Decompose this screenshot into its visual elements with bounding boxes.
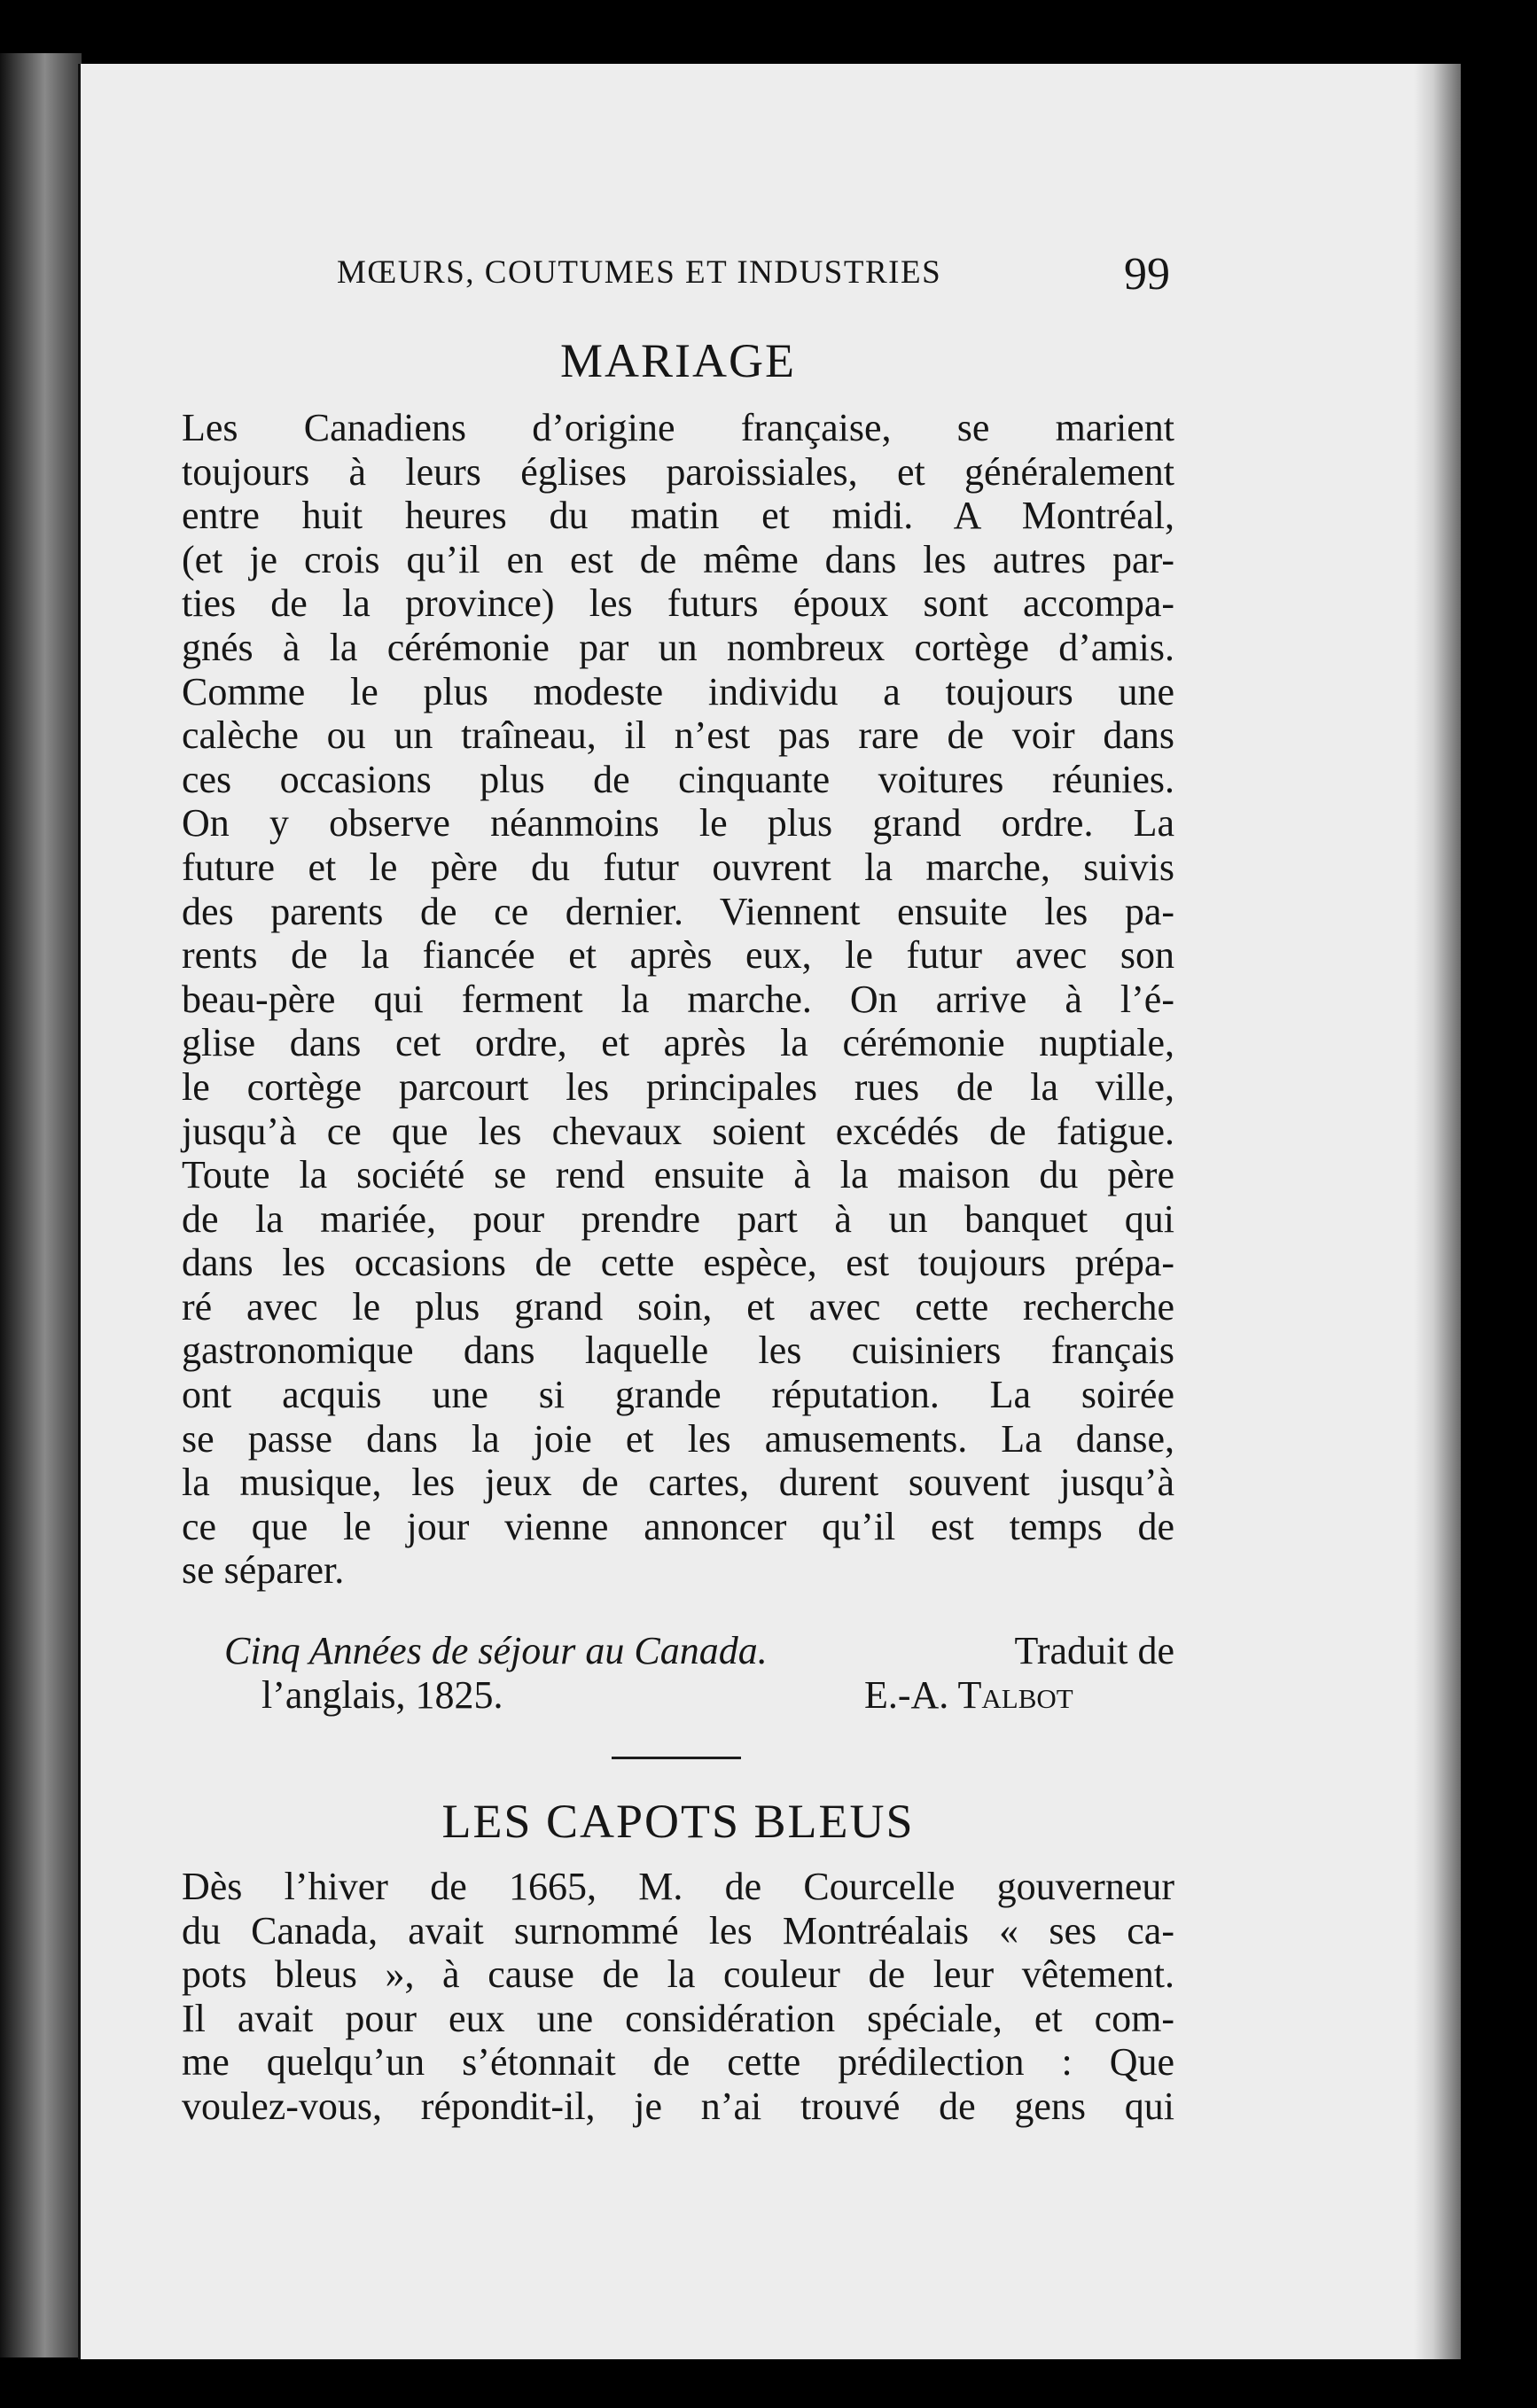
running-head-title: MŒURS, COUTUMES ET INDUSTRIES [337,254,942,291]
text-line: toujours à leurs églises paroissiales, et généralement [182,449,1174,494]
text-line: des parents de ce dernier. Viennent ensuite les pa- [182,889,1174,933]
text-line: beau-père qui ferment la marche. On arrive à l’é- [182,977,1174,1021]
text-line: (et je crois qu’il en est de même dans les autres par- [182,537,1174,581]
text-line: rents de la fiancée et après eux, le futur avec son [182,933,1174,978]
text-line: calèche ou un traîneau, il n’est pas rare de voir dans [182,713,1174,758]
text-line: Toute la société se rend ensuite à la maison du père [182,1153,1174,1197]
text-line: pots bleus », à cause de la couleur de leur vêtement. [182,1952,1174,1997]
text-line: ont acquis une si grande réputation. La soirée [182,1373,1174,1417]
text-line: glise dans cet ordre, et après la cérémonie nuptiale, [182,1021,1174,1065]
text-line: voulez-vous, répondit-il, je n’ai trouvé de gens qui [182,2084,1174,2128]
text-line: le cortège parcourt les principales rues de la ville, [182,1064,1174,1109]
text-line: Comme le plus modeste individu a toujours une [182,669,1174,713]
text-line: gnés à la cérémonie par un nombreux cortège d’amis. [182,625,1174,669]
page-number: 99 [1124,249,1170,300]
citation-date: l’anglais, 1825. [261,1673,503,1717]
adjacent-page-edge [0,53,82,2357]
text-line: Dès l’hiver de 1665, M. de Courcelle gouverneur [182,1865,1174,1908]
page-binding-edge [1415,64,1461,2359]
citation-row-2 [182,1673,1174,1718]
citation-translated-note: Traduit de [1014,1629,1174,1672]
text-line: me quelqu’un s’étonnait de cette prédilection : Que [182,2040,1174,2085]
text-line: dans les occasions de cette espèce, est toujours prépa- [182,1241,1174,1285]
text-line: future et le père du futur ouvrent la marche, suivis [182,845,1174,889]
section-heading-mariage: MARIAGE [560,334,796,387]
text-line: du Canada, avait surnommé les Montréalais « ses ca- [182,1908,1174,1952]
text-line: ce que le jour vienne annoncer qu’il est temps de [182,1504,1174,1548]
text-line: se séparer. [182,1548,345,1593]
text-line: Il avait pour eux une considération spéciale, et com- [182,1996,1174,2040]
text-line: ré avec le plus grand soin, et avec cette recherche [182,1284,1174,1329]
section-body-capots-bleus [182,1865,1174,2129]
text-line: jusqu’à ce que les chevaux soient excédés de fatigue. [182,1109,1174,1153]
section-heading-capots-bleus: LES CAPOTS BLEUS [441,1795,915,1848]
text-line: la musique, les jeux de cartes, durent souvent jusqu’à [182,1461,1174,1505]
text-line: On y observe néanmoins le plus grand ordre. La [182,801,1174,846]
running-head [337,249,1170,307]
citation-title: Cinq Années de séjour au Canada. [224,1629,768,1672]
section-body-mariage [182,406,1174,1593]
text-line: ces occasions plus de cinquante voitures réunies. [182,757,1174,801]
section-separator-rule [612,1757,741,1759]
source-citation [182,1629,1174,1718]
text-line: de la mariée, pour prendre part à un banquet qui [182,1196,1174,1241]
text-line: ties de la province) les futurs époux sont accompa- [182,581,1174,626]
text-line: gastronomique dans laquelle les cuisiniers français [182,1329,1174,1373]
text-line: se passe dans la joie et les amusements. La danse, [182,1416,1174,1461]
citation-author: E.-A. Talbot [864,1673,1073,1717]
text-line: entre huit heures du matin et midi. A Montréal, [182,494,1174,538]
citation-row-1 [182,1629,1174,1673]
text-line: Les Canadiens d’origine française, se marient [182,406,1174,449]
